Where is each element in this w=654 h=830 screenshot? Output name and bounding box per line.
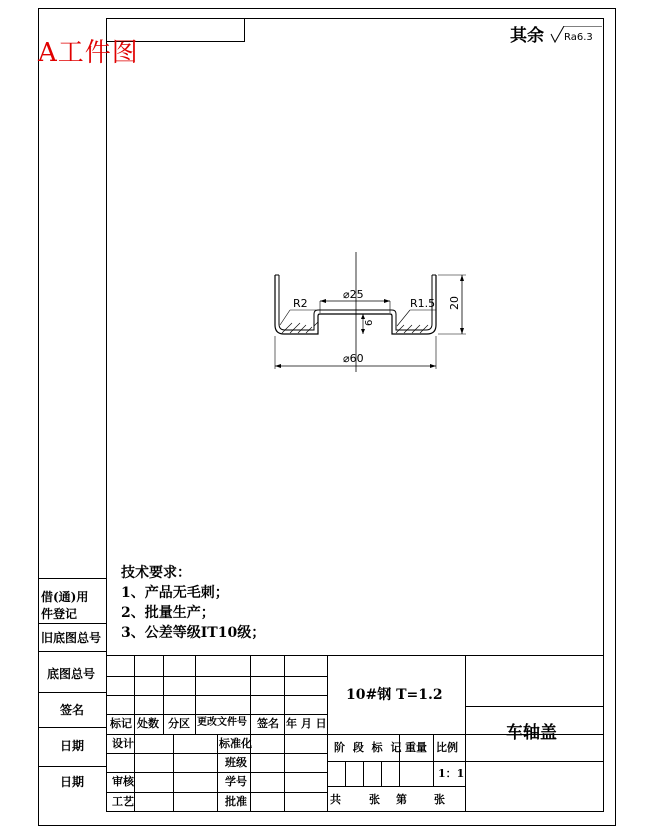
dim-h6: 6 bbox=[364, 319, 375, 326]
section-hatching bbox=[282, 319, 428, 333]
tech-req-item: 3、公差等级IT10级； bbox=[121, 625, 266, 641]
label-approve: 批准 bbox=[225, 795, 247, 808]
roughness-symbol-icon bbox=[550, 26, 620, 48]
svg-text:Ra6.3: Ra6.3 bbox=[564, 32, 593, 43]
part-name: 车轴盖 bbox=[506, 723, 557, 743]
left-label-register: 件登记 bbox=[41, 607, 78, 621]
label-ratio: 比例 bbox=[436, 741, 458, 754]
rev-header-signature: 签名 bbox=[257, 717, 279, 730]
label-class: 班级 bbox=[225, 756, 247, 769]
sheet-no-unit: 张 bbox=[434, 793, 445, 806]
label-process: 工艺 bbox=[112, 795, 134, 808]
label-student-no: 学号 bbox=[225, 775, 247, 788]
label-standardization: 标准化 bbox=[219, 737, 252, 750]
sheets-total-label: 共 bbox=[330, 793, 341, 806]
left-label-sign: 签名 bbox=[60, 703, 85, 717]
left-label-base-no: 底图总号 bbox=[47, 667, 96, 681]
dim-h20: 20 bbox=[448, 296, 461, 310]
left-label-borrow: 借(通)用 bbox=[41, 590, 89, 604]
label-weight: 重量 bbox=[405, 741, 427, 754]
material-spec: 10#钢 T=1.2 bbox=[346, 687, 443, 703]
rev-header-count: 处数 bbox=[137, 717, 159, 730]
roughness-note: 其余 bbox=[510, 26, 544, 46]
sheets-total-unit: 张 bbox=[369, 793, 380, 806]
label-design: 设计 bbox=[112, 737, 134, 750]
dim-d60: ⌀60 bbox=[343, 352, 364, 365]
dim-r15: R1.5 bbox=[410, 297, 436, 310]
rev-header-mark: 标记 bbox=[110, 717, 132, 730]
left-label-old-base: 旧底图总号 bbox=[41, 631, 102, 645]
drawing-title-red: A工件图 bbox=[38, 38, 139, 68]
left-label-date: 日期 bbox=[60, 739, 85, 753]
left-label-date: 日期 bbox=[60, 775, 85, 789]
tech-req-item: 2、批量生产； bbox=[121, 605, 215, 621]
dim-d25: ⌀25 bbox=[343, 288, 364, 301]
dim-r2: R2 bbox=[293, 297, 308, 310]
tech-req-item: 1、产品无毛刺； bbox=[121, 585, 229, 601]
label-stage-mark: 阶 段 标 记 bbox=[334, 741, 404, 754]
label-review: 审核 bbox=[112, 775, 134, 788]
rev-header-date: 年 月 日 bbox=[286, 717, 327, 730]
scale-value: 1：1 bbox=[438, 767, 465, 780]
rev-header-change-doc: 更改文件号 bbox=[197, 717, 247, 728]
rev-header-zone: 分区 bbox=[168, 717, 190, 730]
tech-req-title: 技术要求： bbox=[121, 565, 191, 581]
sheet-no-label: 第 bbox=[396, 793, 407, 806]
